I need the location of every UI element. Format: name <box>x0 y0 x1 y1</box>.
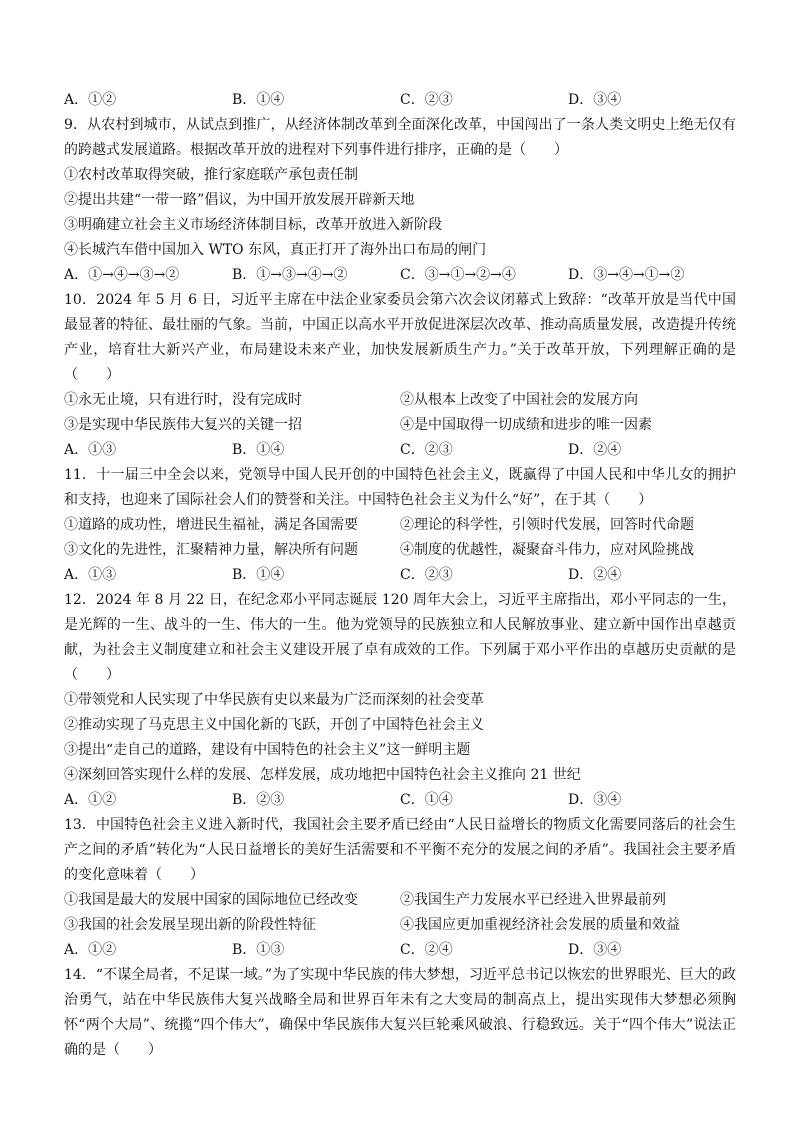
option-d: D．②④ <box>568 567 622 583</box>
q11-item-3: ③文化的先进性，汇聚精神力量，解决所有问题 <box>64 542 358 558</box>
option-d: D．②④ <box>568 442 622 458</box>
q10-options <box>64 438 736 463</box>
q10-items-row-1 <box>64 388 736 413</box>
option-a: A．①② <box>64 792 117 808</box>
option-a: A．①② <box>64 92 117 108</box>
q11-items-row-1 <box>64 513 736 538</box>
q10-item-4: ④是中国取得一切成绩和进步的唯一因素 <box>400 417 652 433</box>
option-b: B．②③ <box>232 792 285 808</box>
q9-item-2: ②提出共建“一带一路”倡议，为中国开放发展开辟新天地 <box>64 192 415 208</box>
option-c: C．②③ <box>400 92 453 108</box>
option-c: C．③→①→②→④ <box>400 267 516 283</box>
option-d: D．③④ <box>568 792 622 808</box>
q13-options <box>64 938 736 963</box>
q11-item-1: ①道路的成功性，增进民生福祉，满足各国需要 <box>64 517 358 533</box>
q13-item-3: ③我国的社会发展呈现出新的阶段性特征 <box>64 917 316 933</box>
q10-items-row-2 <box>64 413 736 438</box>
q11-stem: 11．十一届三中全会以来，党领导中国人民开创的中国特色社会主义，既赢得了中国人民和中华儿女的拥护和支持，也迎来了国际社会人们的赞誉和关注。中国特色社会主义为什么“好”，在于其（ ） <box>64 467 736 508</box>
option-a: A．①③ <box>64 567 117 583</box>
q9-item-4: ④长城汽车借中国加入 WTO 东风，真正打开了海外出口布局的闸门 <box>64 242 487 258</box>
option-d: D．③④ <box>568 92 622 108</box>
option-b: B．①③ <box>232 942 285 958</box>
q11-items-row-2 <box>64 538 736 563</box>
q9-options <box>64 263 736 288</box>
q13-stem: 13．中国特色社会主义进入新时代，我国社会主要矛盾已经由“人民日益增长的物质文化需要同落后的社会生产之间的矛盾”转化为“人民日益增长的美好生活需要和不平衡不充分的发展之间的矛盾”。我国社会主要矛盾的变化意味着（ ） <box>64 817 736 883</box>
option-a: A．①② <box>64 942 117 958</box>
q13-item-2: ②我国生产力发展水平已经进入世界最前列 <box>400 892 666 908</box>
option-d: D．③④ <box>568 942 622 958</box>
q10-item-3: ③是实现中华民族伟大复兴的关键一招 <box>64 417 302 433</box>
option-c: C．②④ <box>400 942 453 958</box>
option-b: B．①④ <box>232 567 285 583</box>
q12-item-2: ②推动实现了马克思主义中国化新的飞跃，开创了中国特色社会主义 <box>64 717 484 733</box>
q10-item-2: ②从根本上改变了中国社会的发展方向 <box>400 392 638 408</box>
option-c: C．②③ <box>400 442 453 458</box>
q9-item-3: ③明确建立社会主义市场经济体制目标，改革开放进入新阶段 <box>64 217 442 233</box>
option-c: C．①④ <box>400 792 453 808</box>
option-d: D．③→④→①→② <box>568 267 685 283</box>
q9-stem: 9．从农村到城市，从试点到推广，从经济体制改革到全面深化改革，中国闯出了一条人类文明史上绝无仅有的跨越式发展道路。根据改革开放的进程对下列事件进行排序，正确的是（ ） <box>64 117 736 158</box>
option-b: B．①④ <box>232 92 285 108</box>
q11-item-2: ②理论的科学性，引领时代发展，回答时代命题 <box>400 517 694 533</box>
q13-items-row-2 <box>64 913 736 938</box>
q13-item-1: ①我国是最大的发展中国家的国际地位已经改变 <box>64 892 358 908</box>
exam-page <box>64 88 736 1063</box>
q11-item-4: ④制度的优越性，凝聚奋斗伟力，应对风险挑战 <box>400 542 694 558</box>
q13-item-4: ④我国应更加重视经济社会发展的质量和效益 <box>400 917 680 933</box>
q12-options <box>64 788 736 813</box>
q12-item-3: ③提出“走自己的道路，建设有中国特色的社会主义”这一鲜明主题 <box>64 742 471 758</box>
q8-options <box>64 88 736 113</box>
option-c: C．②③ <box>400 567 453 583</box>
q14-stem: 14．“不谋全局者，不足谋一域。”为了实现中华民族的伟大梦想，习近平总书记以恢宏的世界眼光、巨大的政治勇气，站在中华民族伟大复兴战略全局和世界百年未有之大变局的制高点上，提出实现伟大梦想必须胸怀“两个大局”、统揽“四个伟大”，确保中华民族伟大复兴巨轮乘风破浪、行稳致远。关于“四个伟大”说法正确的是（ ） <box>64 967 736 1058</box>
q9-item-1: ①农村改革取得突破，推行家庭联产承包责任制 <box>64 167 358 183</box>
q11-options <box>64 563 736 588</box>
q13-items-row-1 <box>64 888 736 913</box>
option-a: A．①③ <box>64 442 117 458</box>
q12-item-1: ①带领党和人民实现了中华民族有史以来最为广泛而深刻的社会变革 <box>64 692 484 708</box>
option-a: A．①→④→③→② <box>64 267 180 283</box>
q10-item-1: ①永无止境，只有进行时，没有完成时 <box>64 392 302 408</box>
q10-stem: 10．2024 年 5 月 6 日，习近平主席在中法企业家委员会第六次会议闭幕式上致辞：“改革开放是当代中国最显著的特征、最壮丽的气象。当前，中国正以高水平开放促进深层次改革、推动高质量发展，改造提升传统产业，培育壮大新兴产业，布局建设未来产业，加快发展新质生产力。”关于改革开放，下列理解正确的是（ ） <box>64 292 736 383</box>
q12-stem: 12．2024 年 8 月 22 日，在纪念邓小平同志诞辰 120 周年大会上，习近平主席指出，邓小平同志的一生，是光辉的一生、战斗的一生、伟大的一生。他为党领导的民族独立和人民解放事业、建立新中国作出卓越贡献，为社会主义制度建立和社会主义建设开展了卓有成效的工作。下列属于邓小平作出的卓越历史贡献的是（ ） <box>64 592 736 683</box>
q12-item-4: ④深刻回答实现什么样的发展、怎样发展，成功地把中国特色社会主义推向 21 世纪 <box>64 767 581 783</box>
option-b: B．①→③→④→② <box>232 267 348 283</box>
option-b: B．①④ <box>232 442 285 458</box>
